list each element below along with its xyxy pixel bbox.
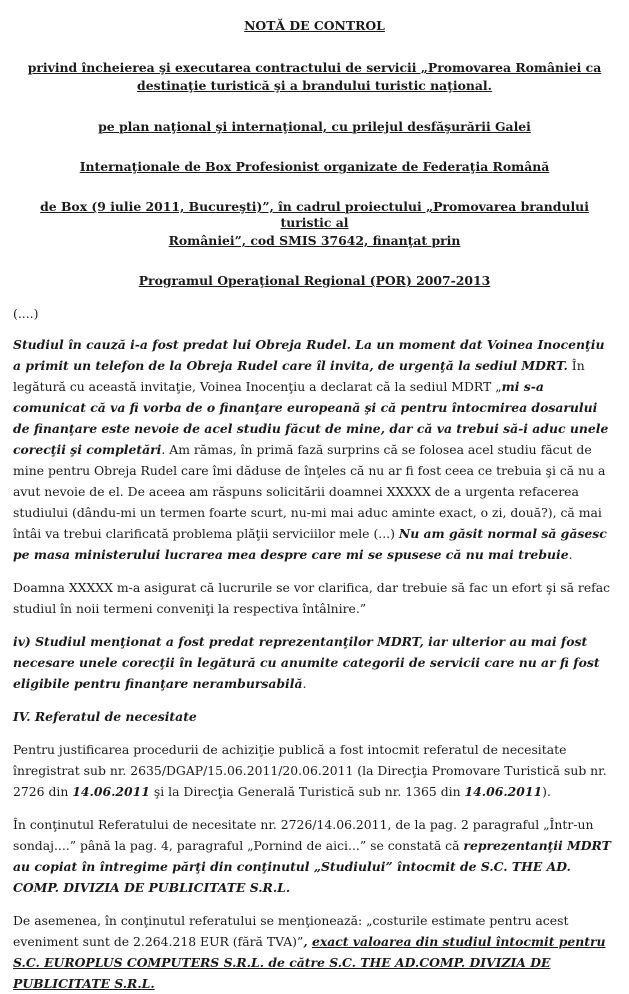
paragraph-1-quote: mi s-a comunicat că va fi vorba de o finanţare europeană şi că pentru întocmirea dosarului de finanţare este nevoie de acel studiu făcut de mine, dar că va trebui să-i aduc unele corecţii şi completări [13,379,609,457]
paragraph-1-emphasis: Nu am găsit normal să găsesc pe masa ministerului lucrarea mea despre care mi se spusese că nu mai trebuie [13,526,607,562]
subtitle-line-4: Internaţionale de Box Profesionist organizate de Federaţia Română [79,159,550,174]
paragraph-4-end: ). [542,784,551,799]
paragraph-2: Doamna XXXXX m-a asigurat că lucrurile se vor clarifica, dar trebuie să fac un efort şi să refac studiul în noii termeni conveniţi la respectiva întâlnire.” [13,580,611,616]
subtitle-line-2: destinaţie turistică şi a brandului turistic naţional. [137,78,492,93]
paragraph-3 [13,631,616,694]
paragraph-3-end: . [302,676,307,691]
ellipsis-marker: (....) [13,306,39,321]
paragraph-6-comma: , [303,934,312,949]
subtitle-line-1: privind încheierea şi executarea contractului de servicii „Promovarea României ca [27,60,602,75]
paragraph-5-emphasis: reprezentanţii MDRT au copiat în întregime părţi din conţinutul „Studiului” întocmit de S.C. THE AD. COMP. DIVIZIA DE PUBLICITATE S.R.L. [13,838,611,895]
paragraph-4-text-2: şi la Direcţia Generală Turistică sub nr. 1365 din [149,784,465,799]
paragraph-4-date-2: 14.06.2011 [464,784,543,799]
subtitle-line-5a: de Box (9 iulie 2011, Bucureşti)”, în cadrul proiectului „Promovarea brandului turistic al [40,199,589,230]
paragraph-6-text: De asemenea, în conţinutul referatului se menţionează: „costurile estimate pentru acest eveniment sunt de 2.264.218 EUR (fără TVA)” [13,913,569,949]
subtitle-line-6: Programul Operaţional Regional (POR) 2007-2013 [138,273,491,288]
paragraph-4-date-1: 14.06.2011 [72,784,150,799]
subtitle-line-5b: României”, cod SMIS 37642, finanţat prin [168,233,461,248]
paragraph-1-text-2: . Am rămas, în primă fază surprins că se folosea acel studiu făcut de mine pentru Obreja Rudel care îmi dăduse de înţeles că nu ar fi fost ceea ce trebuia şi că nu a avut nevoie de el. De aceea am răspuns solicitării doamnei XXXXX de a urgenta refacerea studiului (dându-mi un termen foarte scurt, nu-mi mai aduc aminte exact, o zi, două?), că mai întâi va trebui clarificată problema plăţii serviciilor mele (...) [13,442,606,541]
section-heading: IV. Referatul de necesitate [13,709,197,724]
paragraph-1 [13,334,616,565]
paragraph-1-lead: Studiul în cauză i-a fost predat lui Obreja Rudel. La un moment dat Voinea Inocenţiu a primit un telefon de la Obreja Rudel care îl invita, de urgenţă la sediul MDRT. [13,337,605,373]
paragraph-1-end: . [568,547,573,562]
paragraph-5 [13,814,616,898]
paragraph-5-text: În conţinutul Referatului de necesitate nr. 2726/14.06.2011, de la pag. 2 paragraful „Într-un sondaj....” până la pag. 4, paragraful „Pornind de aici...” se constată că [13,817,594,853]
document-title: NOTĂ DE CONTROL [244,18,385,33]
paragraph-6-emphasis: exact valoarea din studiul întocmit pentru S.C. EUROPLUS COMPUTERS S.R.L. de către S.C. THE AD.COMP. DIVIZIA DE PUBLICITATE S.R.L. [13,934,606,991]
paragraph-1-text: În legătură cu această invitaţie, Voinea Inocenţiu a declarat că la sediul MDRT „ [13,358,585,394]
paragraph-3-text: iv) Studiul menţionat a fost predat reprezentanţilor MDRT, iar ulterior au mai fost necesare unele corecţii în legătură cu anumite categorii de servicii care nu ar fi fost eligibile pentru finanţare nerambursabilă [13,634,600,691]
paragraph-4 [13,739,616,802]
paragraph-4-text: Pentru justificarea procedurii de achiziţie publică a fost intocmit referatul de necesitate înregistrat sub nr. 2635/DGAP/15.06.2011/20.06.2011 (la Direcţia Promovare Turistică sub nr. 2726 din [13,742,607,799]
subtitle-line-3: pe plan naţional şi internaţional, cu prilejul desfăşurării Galei [98,119,531,134]
